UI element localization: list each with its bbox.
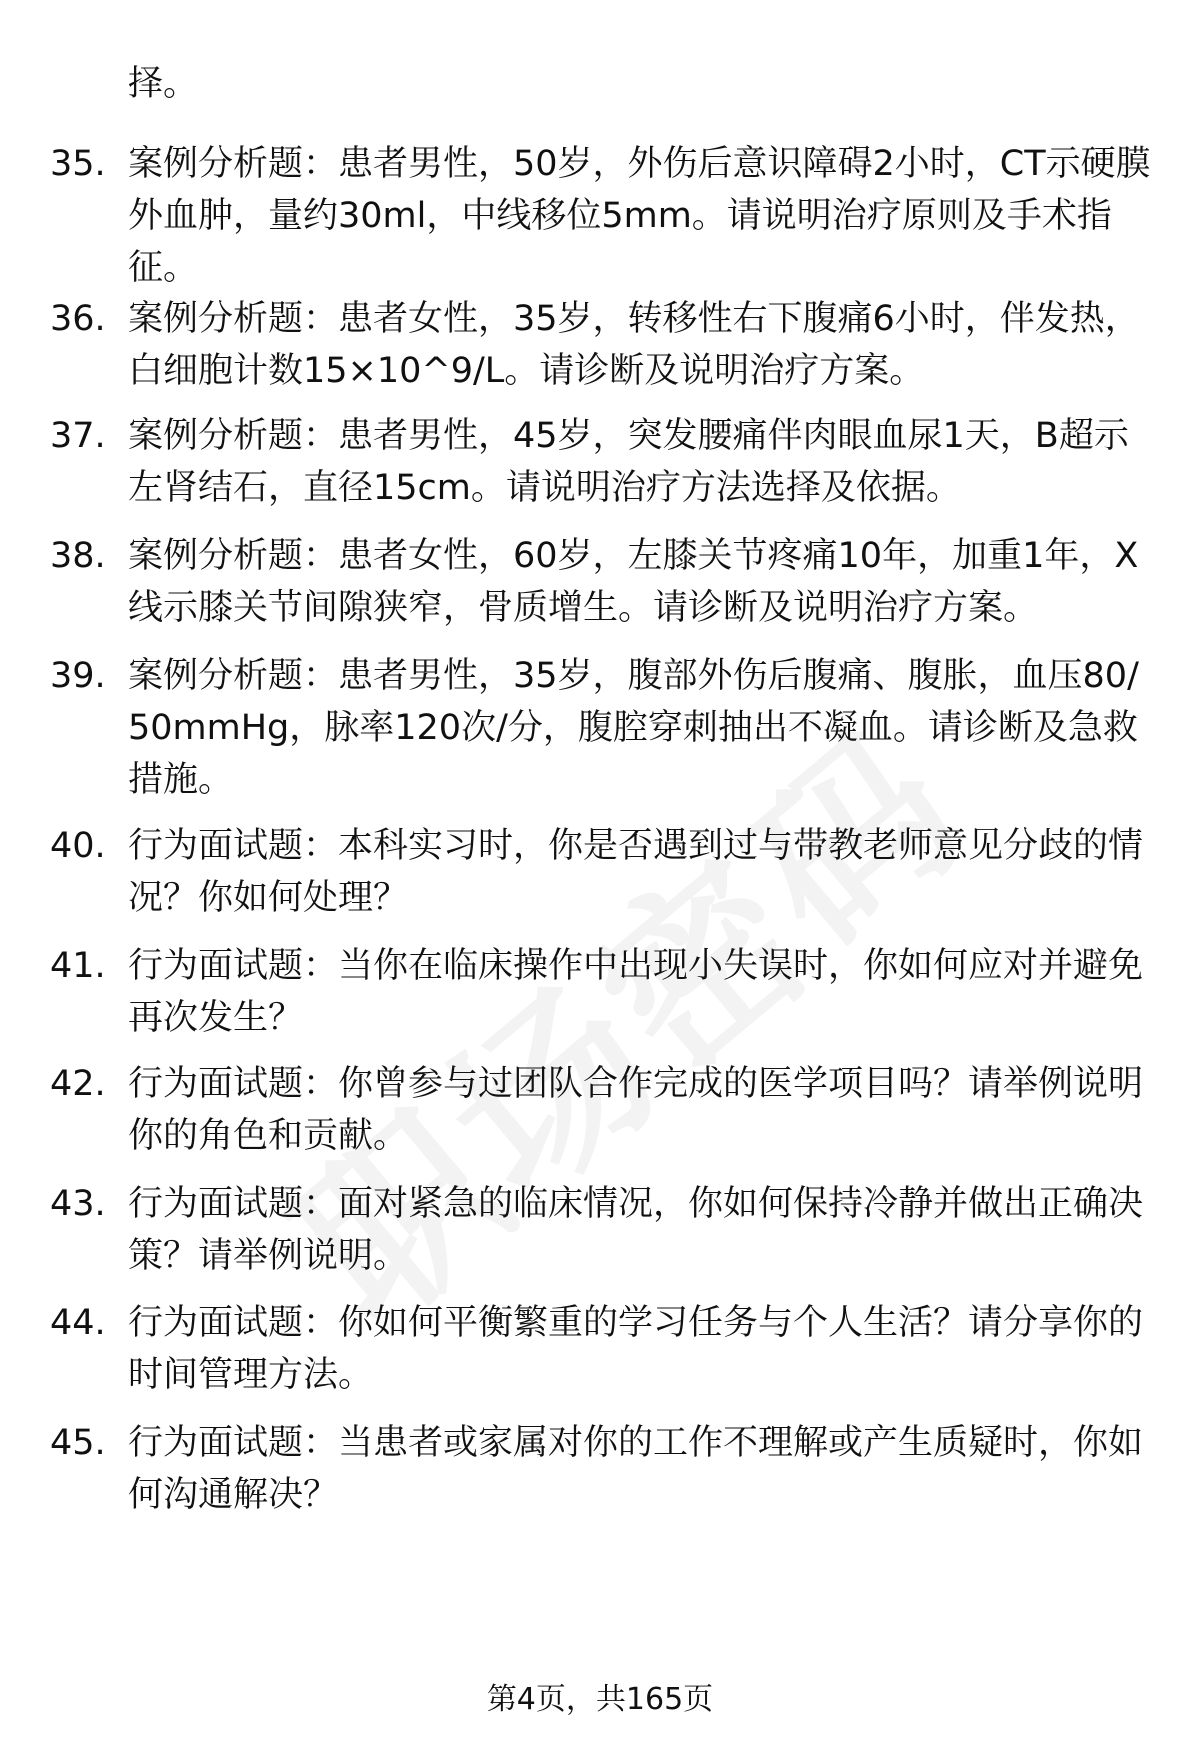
question-number: 45. <box>50 1423 106 1463</box>
question-text: 行为面试题：你曾参与过团队合作完成的医学项目吗？请举例说明你的角色和贡献。 <box>128 1064 1144 1156</box>
question-text: 行为面试题：本科实习时，你是否遇到过与带教老师意见分歧的情况？你如何处理？ <box>128 826 1144 918</box>
question-number: 41. <box>50 946 106 986</box>
question-number: 42. <box>50 1064 106 1104</box>
question-number: 44. <box>50 1303 106 1343</box>
question-text: 案例分析题：患者女性，35岁，转移性右下腹痛6小时，伴发热，白细胞计数15×10^9/L。请诊断及说明治疗方案。 <box>128 299 1140 391</box>
question-number: 37. <box>50 416 106 456</box>
question-number: 38. <box>50 536 106 576</box>
question-text: 案例分析题：患者男性，45岁，突发腰痛伴肉眼血尿1天，B超示左肾结石，直径15cm。请说明治疗方法选择及依据。 <box>128 416 1129 508</box>
question-number: 40. <box>50 826 106 866</box>
question-number: 39. <box>50 656 106 696</box>
question-text: 案例分析题：患者男性，50岁，外伤后意识障碍2小时，CT示硬膜外血肿，量约30ml，中线移位5mm。请说明治疗原则及手术指征。 <box>128 144 1151 288</box>
page-footer: 第4页，共165页 <box>486 1682 714 1717</box>
question-number: 35. <box>50 144 106 184</box>
question-text: 行为面试题：当你在临床操作中出现小失误时，你如何应对并避免再次发生？ <box>128 946 1144 1038</box>
question-number: 36. <box>50 299 106 339</box>
continued-text: 择。 <box>128 64 199 104</box>
question-text: 行为面试题：面对紧急的临床情况，你如何保持冷静并做出正确决策？请举例说明。 <box>128 1184 1144 1276</box>
question-text: 案例分析题：患者男性，35岁，腹部外伤后腹痛、腹胀，血压80/50mmHg，脉率120次/分，腹腔穿刺抽出不凝血。请诊断及急救措施。 <box>128 656 1139 800</box>
question-text: 案例分析题：患者女性，60岁，左膝关节疼痛10年，加重1年，X线示膝关节间隙狭窄，骨质增生。请诊断及说明治疗方案。 <box>128 536 1139 628</box>
question-text: 行为面试题：当患者或家属对你的工作不理解或产生质疑时，你如何沟通解决？ <box>128 1423 1144 1515</box>
question-text: 行为面试题：你如何平衡繁重的学习任务与个人生活？请分享你的时间管理方法。 <box>128 1303 1144 1395</box>
question-number: 43. <box>50 1184 106 1224</box>
